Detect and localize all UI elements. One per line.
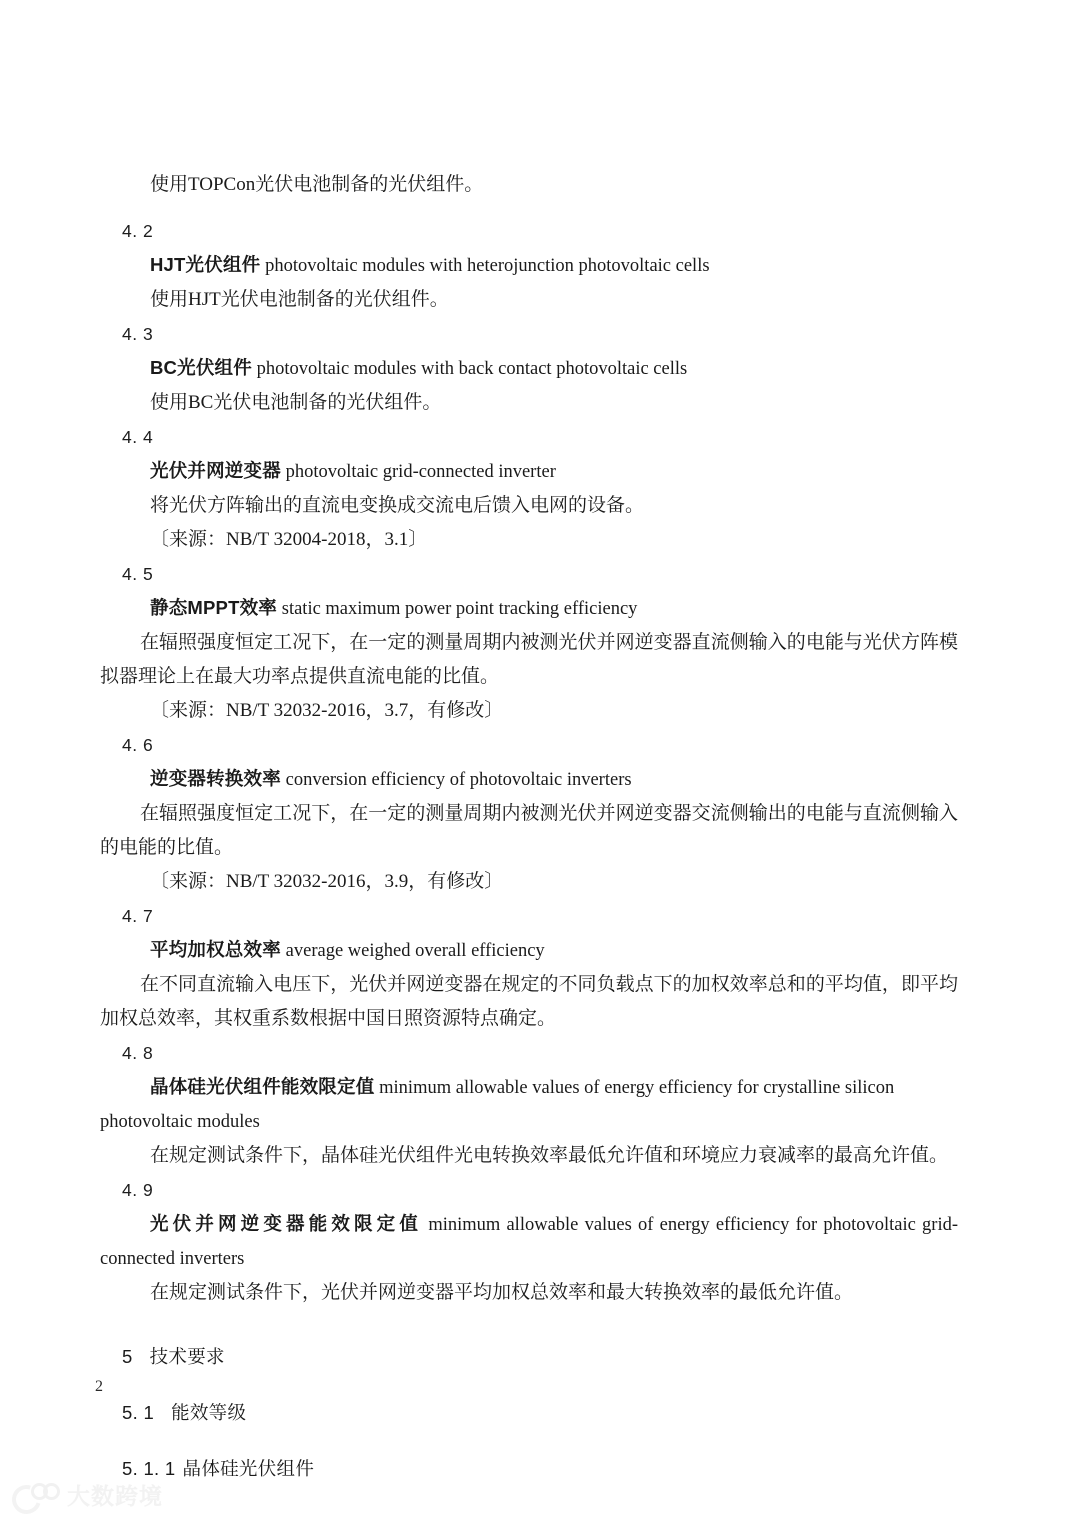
clause-number-4-8: 4. 8 [122, 1043, 154, 1063]
heading-5-1-1-title: 晶体硅光伏组件 [182, 1458, 315, 1479]
definition-4-5: 在辐照强度恒定工况下，在一定的测量周期内被测光伏并网逆变器直流侧输入的电能与光伏方阵模拟器理论上在最大功率点提供直流电能的比值。 [100, 632, 958, 687]
term-cn-4-5: 静态MPPT效率 [150, 597, 277, 618]
definition-4-6: 在辐照强度恒定工况下，在一定的测量周期内被测光伏并网逆变器交流侧输出的电能与直流侧输入的电能的比值。 [100, 803, 958, 858]
term-en-4-8: minimum allowable values of energy efficiency for crystalline silicon photovoltaic modules [100, 1078, 895, 1132]
source-citation-4-6: 〔来源：NB/T 32032-2016，3.9，有修改〕 [150, 871, 504, 892]
clause-number-4-4: 4. 4 [122, 427, 154, 447]
term-cn-4-8: 晶体硅光伏组件能效限定值 [150, 1076, 375, 1097]
definition-4-7: 在不同直流输入电压下，光伏并网逆变器在规定的不同负载点下的加权效率总和的平均值，即平均加权总效率，其权重系数根据中国日照资源特点确定。 [100, 974, 958, 1029]
term-line-4-4 [150, 454, 958, 489]
term-en-4-7: average weighed overall efficiency [285, 941, 545, 961]
clause-number-4-2: 4. 2 [122, 221, 154, 241]
term-cn-4-3: BC光伏组件 [150, 357, 252, 378]
heading-5-number: 5 [122, 1346, 133, 1367]
term-cn-4-4: 光伏并网逆变器 [150, 460, 281, 481]
term-en-4-5: static maximum power point tracking efficiency [281, 599, 638, 619]
term-line-4-5 [150, 591, 958, 626]
term-cn-4-7: 平均加权总效率 [150, 939, 281, 960]
watermark-logo [12, 1478, 163, 1511]
term-line-4-3 [150, 351, 958, 386]
term-line-4-9 [100, 1207, 958, 1276]
watermark-circle-icon [12, 1482, 58, 1508]
source-citation-4-5: 〔来源：NB/T 32032-2016，3.7，有修改〕 [150, 700, 504, 721]
term-line-4-6 [150, 762, 958, 797]
carryover-definition: 使用TOPCon光伏电池制备的光伏组件。 [150, 174, 484, 195]
term-en-4-2: photovoltaic modules with heterojunction photovoltaic cells [265, 256, 710, 276]
page-number: 2 [95, 1378, 103, 1395]
clause-number-4-7: 4. 7 [122, 906, 154, 926]
term-en-4-4: photovoltaic grid-connected inverter [285, 462, 556, 482]
source-citation-4-4: 〔来源：NB/T 32004-2018，3.1〕 [150, 529, 428, 550]
definition-4-9: 在规定测试条件下，光伏并网逆变器平均加权总效率和最大转换效率的最低允许值。 [150, 1282, 854, 1303]
term-cn-4-6: 逆变器转换效率 [150, 768, 281, 789]
term-cn-4-9: 光伏并网逆变器能效限定值 [150, 1213, 422, 1234]
clause-number-4-9: 4. 9 [122, 1180, 154, 1200]
term-line-4-2 [150, 248, 958, 283]
heading-5-title: 技术要求 [149, 1346, 225, 1367]
definition-4-8: 在规定测试条件下，晶体硅光伏组件光电转换效率最低允许值和环境应力衰减率的最高允许值。 [150, 1145, 949, 1166]
heading-section-5-1-1 [122, 1452, 958, 1486]
term-en-4-6: conversion efficiency of photovoltaic inverters [285, 770, 632, 790]
term-en-4-9: minimum allowable values of energy efficiency for photovoltaic grid-connected inverters [100, 1215, 959, 1269]
heading-section-5 [122, 1340, 958, 1374]
definition-4-4: 将光伏方阵输出的直流电变换成交流电后馈入电网的设备。 [150, 495, 645, 516]
clause-number-4-3: 4. 3 [122, 324, 154, 344]
definition-4-2: 使用HJT光伏电池制备的光伏组件。 [150, 289, 449, 310]
clause-number-4-5: 4. 5 [122, 564, 154, 584]
term-line-4-7 [150, 933, 958, 968]
definition-4-3: 使用BC光伏电池制备的光伏组件。 [150, 392, 442, 413]
heading-5-1-1-number: 5. 1. 1 [122, 1458, 176, 1479]
heading-5-1-title: 能效等级 [171, 1402, 247, 1423]
heading-section-5-1 [122, 1396, 958, 1430]
term-line-4-8 [100, 1070, 958, 1139]
page-content [100, 168, 958, 1486]
heading-5-1-number: 5. 1 [122, 1402, 155, 1423]
term-cn-4-2: HJT光伏组件 [150, 254, 261, 275]
term-en-4-3: photovoltaic modules with back contact photovoltaic cells [256, 359, 688, 379]
watermark-label: 大数跨境 [67, 1483, 163, 1509]
clause-number-4-6: 4. 6 [122, 735, 154, 755]
